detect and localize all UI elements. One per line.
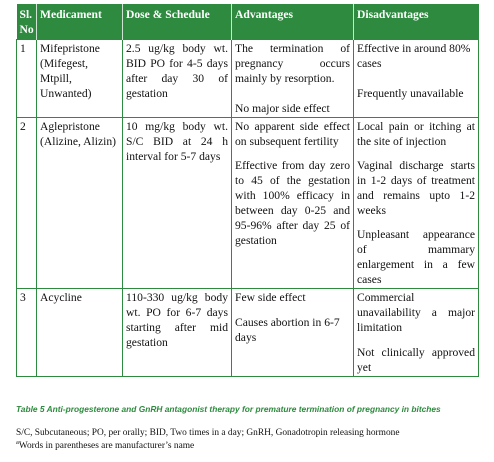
disadvantage-text: Commercial unavailability a major limitation (357, 291, 475, 334)
abbreviations-footnote: S/C, Subcutaneous; PO, per orally; BID, Two times in a day; GnRH, Gonadotropin releasing hormone (16, 428, 400, 438)
header-advantages: Advantages (232, 4, 354, 40)
advantage-text: Causes abortion in 6-7 days (235, 316, 340, 344)
cell-disadvantages (354, 40, 479, 118)
advantage-text: Effective from day zero to 45 of the gestation with 100% efficacy in between day 0-25 and 95-96% after day 25 of gestation (235, 159, 350, 247)
header-dose-schedule: Dose & Schedule (123, 4, 232, 40)
header-disadvantages: Disadvantages (354, 4, 479, 40)
header-medicament: Medicament (37, 4, 123, 40)
cell-dose: 10 mg/kg body wt. S/C BID at 24 h interval for 5-7 days (123, 118, 232, 289)
disadvantage-text: Vaginal discharge starts in 1-2 days of treatment and remains upto 1-2 weeks (357, 159, 475, 217)
manufacturer-footnote (16, 438, 195, 451)
advantage-text: No apparent side effect on subsequent fertility (235, 120, 350, 148)
advantage-text: No major side effect (235, 102, 330, 115)
cell-disadvantages (354, 289, 479, 377)
table-caption: Table 5 Anti-progesterone and GnRH antagonist therapy for premature termination of pregnancy in bitches (16, 404, 441, 414)
disadvantage-text: Local pain or itching at the site of injection (357, 120, 475, 148)
disadvantage-text: Effective in around 80% cases (357, 42, 471, 70)
table-row (17, 40, 479, 118)
cell-sl-no: 2 (17, 118, 37, 289)
cell-dose: 2.5 ug/kg body wt. BID PO for 4-5 days after day 30 of gestation (123, 40, 232, 118)
therapy-table (16, 4, 479, 377)
cell-advantages (232, 40, 354, 118)
cell-dose: 110-330 ug/kg body wt. PO for 6-7 days starting after mid gestation (123, 289, 232, 377)
cell-advantages (232, 118, 354, 289)
cell-medicament: Aglepristone (Alizine, Alizin) (37, 118, 123, 289)
cell-disadvantages (354, 118, 479, 289)
disadvantage-text: Unpleasant appearance of mammary enlargement in a few cases (357, 228, 475, 286)
cell-medicament: Acycline (37, 289, 123, 377)
table-row (17, 289, 479, 377)
table-row (17, 118, 479, 289)
disadvantage-text: Frequently unavailable (357, 87, 464, 100)
advantage-text: The termination of pregnancy occurs mainly by resorption. (235, 42, 350, 85)
advantage-text: Few side effect (235, 291, 306, 304)
disadvantage-text: Not clinically approved yet (357, 346, 475, 374)
cell-advantages (232, 289, 354, 377)
header-sl-no: Sl. No (17, 4, 37, 40)
cell-sl-no: 1 (17, 40, 37, 118)
manufacturer-note-text: Words in parentheses are manufacturer’s name (18, 441, 195, 451)
table-header-row (17, 4, 479, 40)
cell-medicament: Mifepristone (Mifegest, Mtpill, Unwanted) (37, 40, 123, 118)
footnote-marker: a (16, 438, 19, 446)
cell-sl-no: 3 (17, 289, 37, 377)
